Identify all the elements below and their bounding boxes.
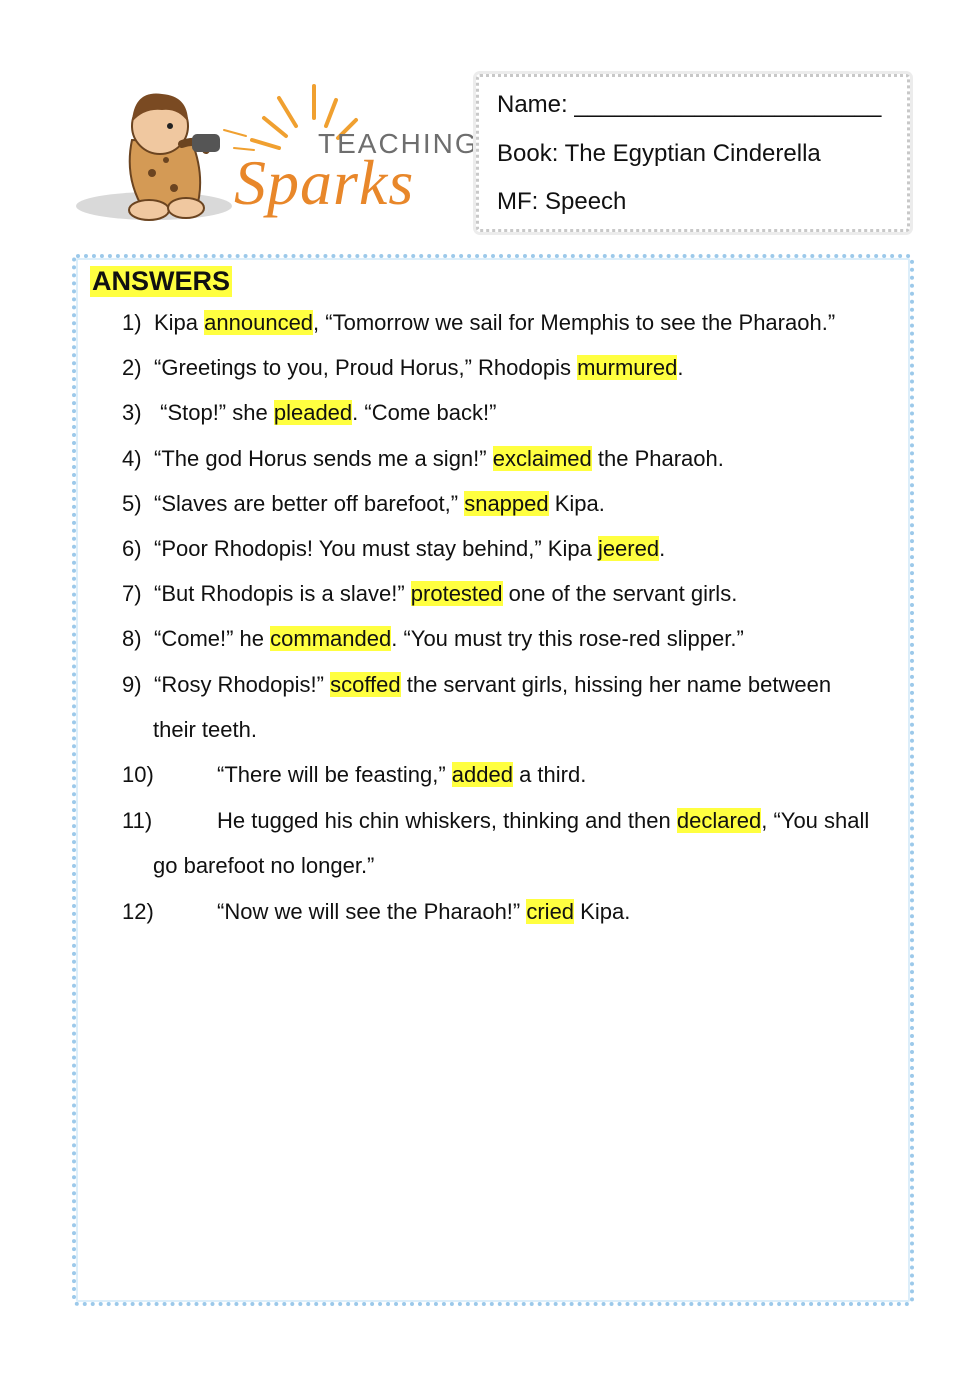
answer-text: “Come!” he	[154, 626, 271, 651]
answer-text: “Slaves are better off barefoot,”	[154, 491, 465, 516]
answer-number: 1)	[122, 310, 142, 335]
answer-number: 10)	[122, 762, 154, 787]
speech-verb-highlight: pleaded	[273, 400, 353, 425]
answer-text: , “Tomorrow we sail for Memphis to see the Pharaoh.”	[313, 310, 836, 335]
logo-text-sparks: Sparks	[234, 147, 415, 218]
speech-verb-highlight: exclaimed	[492, 446, 592, 471]
book-line: Book: The Egyptian Cinderella	[497, 140, 821, 167]
answer-text: , “You shall	[761, 808, 870, 833]
answer-number: 3)	[122, 400, 142, 425]
answer-text: .	[659, 536, 666, 561]
answer-text: .	[677, 355, 684, 380]
answer-number: 7)	[122, 581, 142, 606]
answer-text: Kipa.	[574, 899, 631, 924]
answer-continuation: go barefoot no longer.”	[153, 853, 375, 878]
answer-item-7	[122, 571, 892, 616]
answer-item-3	[122, 390, 892, 435]
answer-text: . “Come back!”	[352, 400, 497, 425]
answer-item-12	[122, 889, 892, 934]
speech-verb-highlight: declared	[676, 808, 762, 833]
answer-number: 2)	[122, 355, 142, 380]
speech-verb-highlight: announced	[204, 310, 314, 335]
student-info-box	[476, 74, 910, 232]
answer-number: 11)	[122, 808, 153, 833]
answer-text: “Rosy Rhodopis!”	[154, 672, 331, 697]
answer-text: “But Rhodopis is a slave!”	[154, 581, 411, 606]
speech-verb-highlight: snapped	[464, 491, 549, 516]
answer-text: “Now we will see the Pharaoh!”	[217, 899, 527, 924]
answer-text: the Pharaoh.	[591, 446, 724, 471]
answer-item-6	[122, 526, 892, 571]
answer-number: 4)	[122, 446, 142, 471]
answer-item-10	[122, 752, 892, 797]
answer-text: “Stop!” she	[154, 400, 274, 425]
answer-item-2	[122, 345, 892, 390]
answer-item-4	[122, 436, 892, 481]
answer-number: 6)	[122, 536, 142, 561]
answer-text: Kipa	[154, 310, 205, 335]
answer-number: 8)	[122, 626, 142, 651]
answer-text: . “You must try this rose-red slipper.”	[391, 626, 744, 651]
name-line: Name: _______________________	[497, 91, 882, 118]
answer-text: He tugged his chin whiskers, thinking and then	[217, 808, 677, 833]
answers-heading: ANSWERS	[92, 266, 231, 296]
speech-verb-highlight: cried	[526, 899, 575, 924]
answer-item-5	[122, 481, 892, 526]
speech-verb-highlight: scoffed	[330, 672, 401, 697]
answer-continuation: their teeth.	[153, 717, 257, 742]
answer-text: Kipa.	[548, 491, 605, 516]
logo-text-teaching: TEACHING	[318, 128, 479, 159]
answer-text: a third.	[512, 762, 587, 787]
answer-text: “The god Horus sends me a sign!”	[154, 446, 493, 471]
mf-line: MF: Speech	[497, 188, 627, 215]
answer-number: 9)	[122, 672, 142, 697]
speech-verb-highlight: added	[451, 762, 513, 787]
answer-text: “Greetings to you, Proud Horus,” Rhodopis	[154, 355, 578, 380]
answer-number: 5)	[122, 491, 142, 516]
answer-item-8	[122, 616, 892, 661]
answer-item-11	[122, 798, 892, 888]
speech-verb-highlight: murmured	[577, 355, 678, 380]
answer-text: the servant girls, hissing her name between	[400, 672, 832, 697]
answer-item-9	[122, 662, 892, 752]
answer-text: “There will be feasting,”	[217, 762, 452, 787]
answer-item-1	[122, 300, 892, 345]
answer-text: “Poor Rhodopis! You must stay behind,” Kipa	[154, 536, 598, 561]
answer-text: one of the servant girls.	[502, 581, 738, 606]
speech-verb-highlight: jeered	[597, 536, 660, 561]
speech-verb-highlight: protested	[410, 581, 503, 606]
speech-verb-highlight: commanded	[270, 626, 392, 651]
answer-number: 12)	[122, 899, 154, 924]
